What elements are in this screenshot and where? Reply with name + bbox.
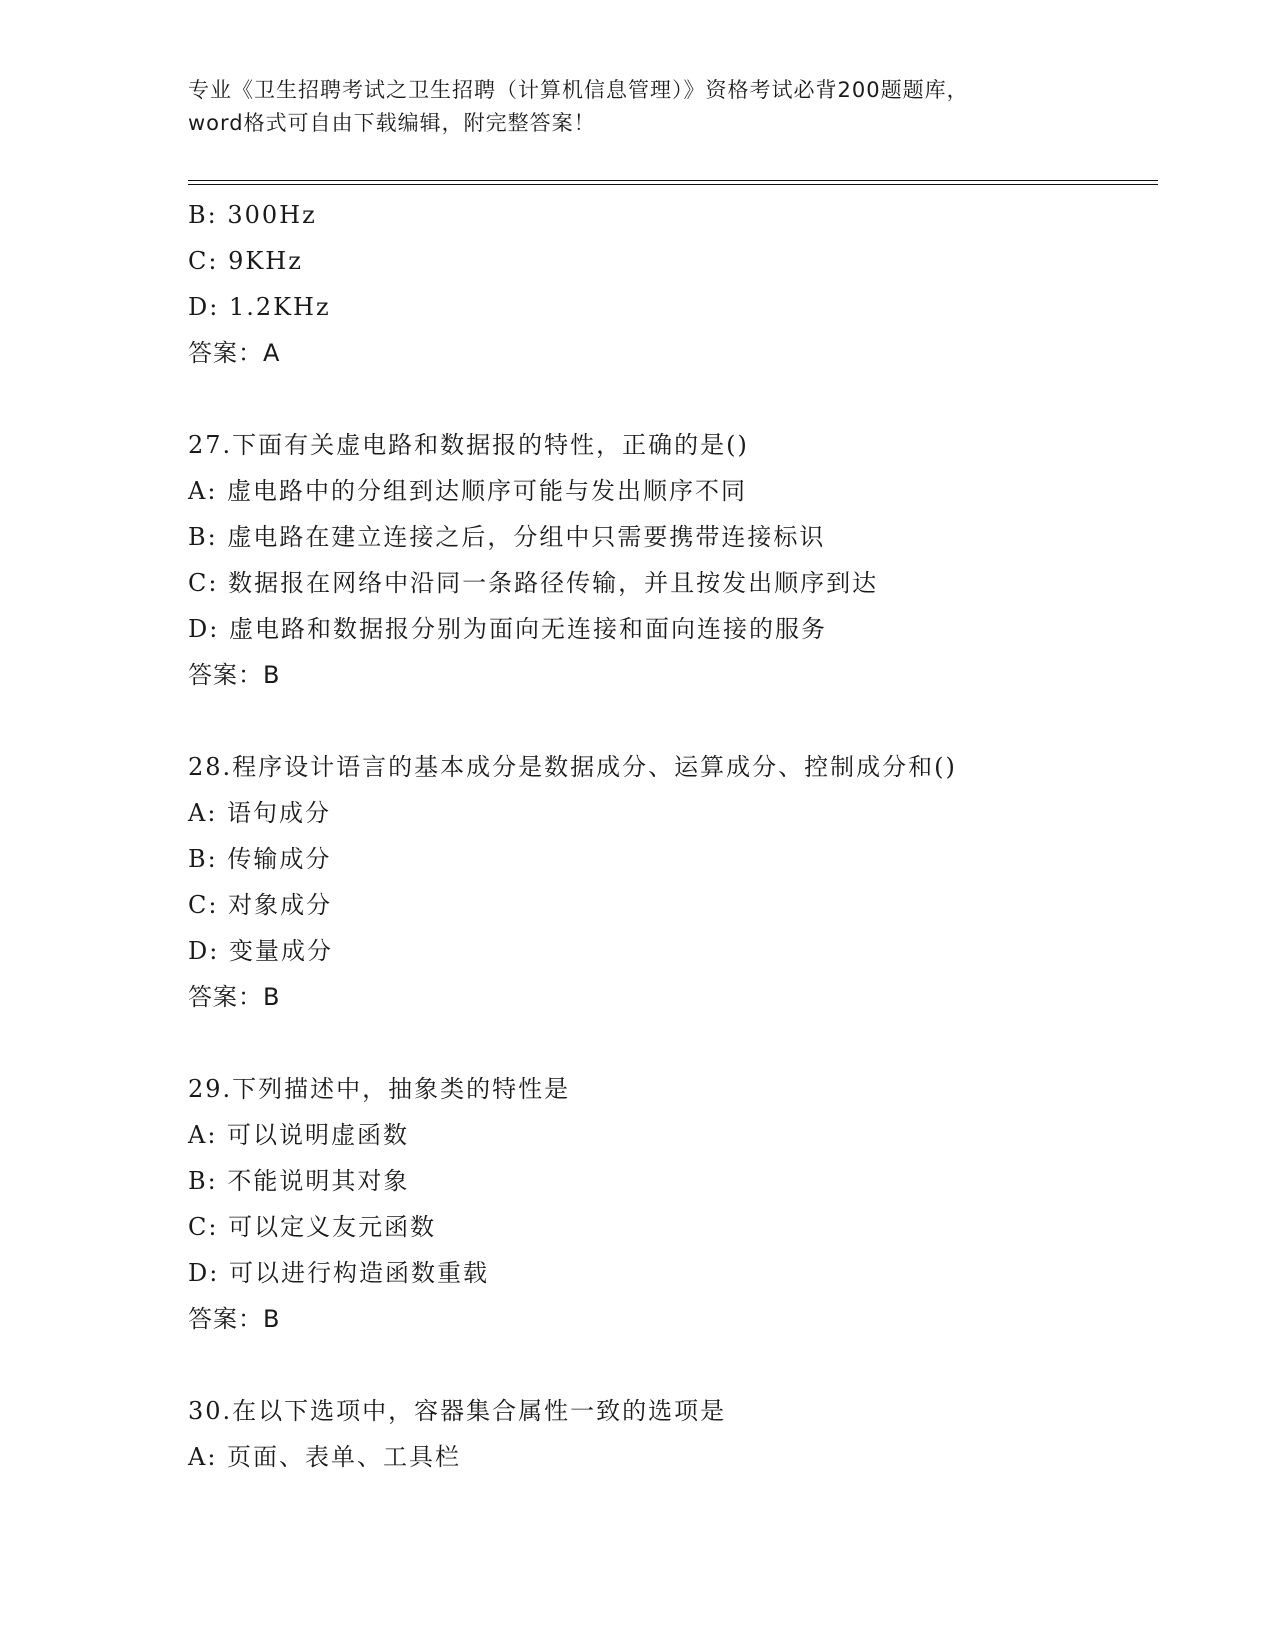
option-b: B: 传输成分 xyxy=(188,845,332,873)
option-a: A: 虚电路中的分组到达顺序可能与发出顺序不同 xyxy=(188,477,748,505)
option-a: A: 语句成分 xyxy=(188,799,332,827)
spacer xyxy=(188,1020,1158,1066)
header-divider-top xyxy=(188,180,1158,181)
spacer xyxy=(188,376,1158,422)
answer-text: 答案：B xyxy=(188,1305,281,1333)
question-stem: 27.下面有关虚电路和数据报的特性，正确的是() xyxy=(188,431,749,459)
header-line-1: 专业《卫生招聘考试之卫生招聘（计算机信息管理）》资格考试必背200题题库， xyxy=(188,78,969,102)
option-d: D: 变量成分 xyxy=(188,937,333,965)
spacer xyxy=(188,698,1158,744)
question-stem: 29.下列描述中，抽象类的特性是 xyxy=(188,1075,571,1103)
option-d: D: 虚电路和数据报分别为面向无连接和面向连接的服务 xyxy=(188,615,827,643)
question-list xyxy=(188,192,1158,1480)
option-c: C: 对象成分 xyxy=(188,891,333,919)
answer-text: 答案：A xyxy=(188,339,281,367)
option-c: C: 9KHz xyxy=(188,247,303,275)
option-b: B: 不能说明其对象 xyxy=(188,1167,410,1195)
option-d: D: 可以进行构造函数重载 xyxy=(188,1259,489,1287)
option-b: B: 虚电路在建立连接之后，分组中只需要携带连接标识 xyxy=(188,523,826,551)
option-d: D: 1.2KHz xyxy=(188,293,331,321)
answer-text: 答案：B xyxy=(188,661,281,689)
header-line-2: word格式可自由下载编辑，附完整答案！ xyxy=(188,111,596,135)
option-a: A: 可以说明虚函数 xyxy=(188,1121,410,1149)
question-stem: 30.在以下选项中，容器集合属性一致的选项是 xyxy=(188,1397,727,1425)
question-27 xyxy=(188,422,1158,698)
option-c: C: 可以定义友元函数 xyxy=(188,1213,437,1241)
option-c: C: 数据报在网络中沿同一条路径传输，并且按发出顺序到达 xyxy=(188,569,879,597)
option-a: A: 页面、表单、工具栏 xyxy=(188,1443,462,1471)
question-28 xyxy=(188,744,1158,1020)
answer-text: 答案：B xyxy=(188,983,281,1011)
document-header xyxy=(188,74,1088,140)
question-26-tail xyxy=(188,192,1158,376)
spacer xyxy=(188,1342,1158,1388)
question-30 xyxy=(188,1388,1158,1480)
question-29 xyxy=(188,1066,1158,1342)
header-divider-bottom xyxy=(188,184,1158,185)
option-b: B: 300Hz xyxy=(188,201,317,229)
question-stem: 28.程序设计语言的基本成分是数据成分、运算成分、控制成分和() xyxy=(188,753,957,781)
